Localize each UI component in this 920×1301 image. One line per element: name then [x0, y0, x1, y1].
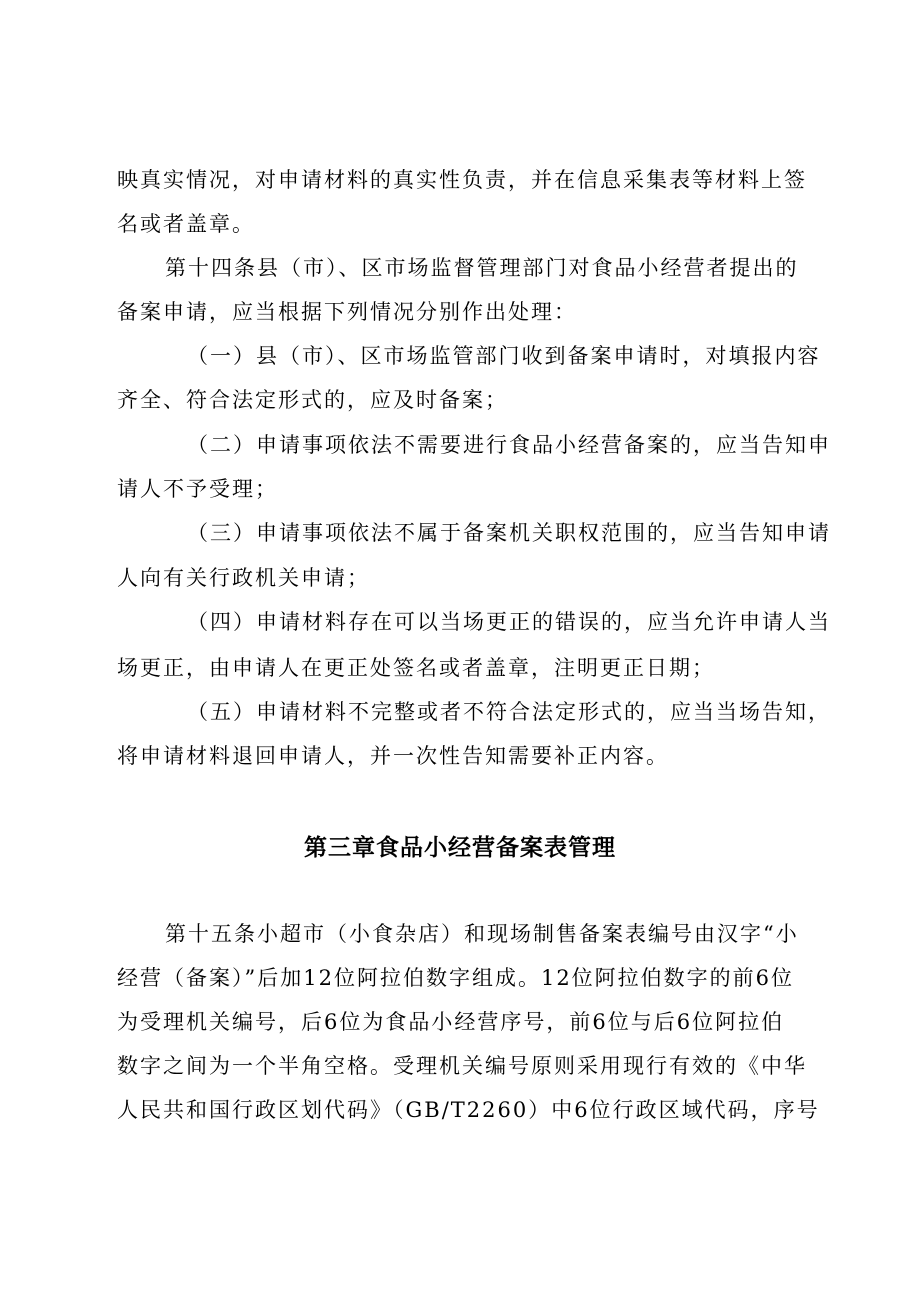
- item-1-line: （一）县（市）、区市场监管部门收到备案申请时，对填报内容: [187, 344, 821, 368]
- paragraph-line: 人民共和国行政区划代码》（GB/T2260）中6位行政区域代码，序号: [117, 1098, 820, 1122]
- paragraph-line: 为受理机关编号，后6位为食品小经营序号，前6位与后6位阿拉伯: [117, 1010, 785, 1034]
- paragraph-line: 请人不予受理；: [117, 477, 278, 501]
- paragraph-line: 齐全、符合法定形式的，应及时备案；: [117, 388, 508, 412]
- paragraph-line: 将申请材料退回申请人，并一次性告知需要补正内容。: [117, 744, 669, 768]
- paragraph-line: 数字之间为一个半角空格。受理机关编号原则采用现行有效的《中华: [117, 1054, 807, 1078]
- paragraph-line: 映真实情况，对申请材料的真实性负责，并在信息采集表等材料上签: [117, 168, 807, 192]
- article-14-line: 第十四条县（市）、区市场监督管理部门对食品小经营者提出的: [165, 256, 799, 280]
- item-3-line: （三）申请事项依法不属于备案机关职权范围的，应当告知申请: [187, 521, 831, 545]
- chapter-heading: 第三章食品小经营备案表管理: [304, 835, 616, 861]
- paragraph-line: 经营（备案）”后加12位阿拉伯数字组成。12位阿拉伯数字的前6位: [117, 966, 795, 990]
- paragraph-line: 名或者盖章。: [117, 212, 255, 236]
- paragraph-line: 人向有关行政机关申请；: [117, 566, 370, 590]
- paragraph-line: 场更正，由申请人在更正处签名或者盖章，注明更正日期；: [117, 656, 715, 680]
- item-2-line: （二）申请事项依法不需要进行食品小经营备案的，应当告知申: [187, 433, 831, 457]
- item-5-line: （五）申请材料不完整或者不符合法定形式的，应当当场告知，: [187, 700, 831, 724]
- item-4-line: （四）申请材料存在可以当场更正的错误的，应当允许申请人当: [187, 610, 831, 634]
- paragraph-line: 备案申请，应当根据下列情况分别作出处理：: [117, 300, 577, 324]
- article-15-line: 第十五条小超市（小食杂店）和现场制售备案表编号由汉字“小: [165, 922, 799, 946]
